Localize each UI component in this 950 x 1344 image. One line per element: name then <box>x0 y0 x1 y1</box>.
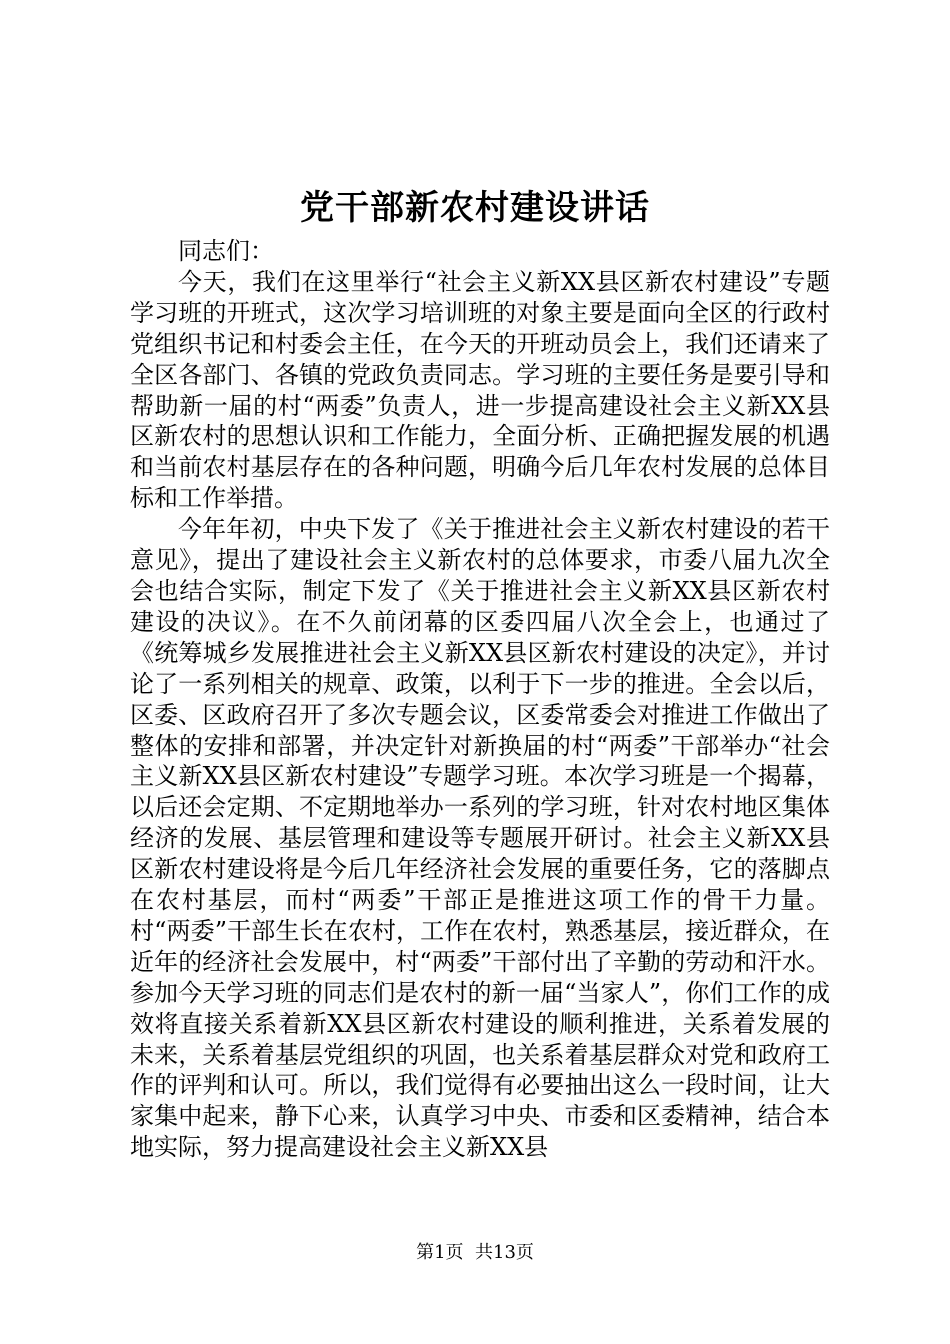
page-number: 第1页 共13页 <box>416 1242 534 1263</box>
paragraph-2: 今年年初，中央下发了《关于推进社会主义新农村建设的若干意见》，提出了建设社会主义新农村的总体要求，市委八届九次全会也结合实际，制定下发了《关于推进社会主义新XX县区新农村建设的决议》。在不久前闭幕的区委四届八次全会上，也通过了《统筹城乡发展推进社会主义新XX县区新农村建设的决定》，并讨论了一系列相关的规章、政策，以利于下一步的推进。全会以后，区委、区政府召开了多次专题会议，区委常委会对推进工作做出了整体的安排和部署，并决定针对新换届的村“两委”干部举办“社会主义新XX县区新农村建设”专题学习班。本次学习班是一个揭幕，以后还会定期、不定期地举办一系列的学习班，针对农村地区集体经济的发展、基层管理和建设等专题展开研讨。社会主义新XX县区新农村建设将是今后几年经济社会发展的重要任务，它的落脚点在农村基层，而村“两委”干部正是推进这项工作的骨干力量。村“两委”干部生长在农村，工作在农村，熟悉基层，接近群众，在近年的经济社会发展中，村“两委”干部付出了辛勤的劳动和汗水。参加今天学习班的同志们是农村的新一届“当家人”，你们工作的成效将直接关系着新XX县区新农村建设的顺利推进，关系着发展的未来，关系着基层党组织的巩固，也关系着基层群众对党和政府工作的评判和认可。所以，我们觉得有必要抽出这么一段时间，让大家集中起来，静下心来，认真学习中央、市委和区委精神，结合本地实际，努力提高建设社会主义新XX县 <box>130 515 830 1162</box>
paragraph-1: 今天，我们在这里举行“社会主义新XX县区新农村建设”专题学习班的开班式，这次学习培训班的对象主要是面向全区的行政村党组织书记和村委会主任，在今天的开班动员会上，我们还请来了全区各部门、各镇的党政负责同志。学习班的主要任务是要引导和帮助新一届的村“两委”负责人，进一步提高建设社会主义新XX县区新农村的思想认识和工作能力，全面分析、正确把握发展的机遇和当前农村基层存在的各种问题，明确今后几年农村发展的总体目标和工作举措。 <box>130 267 830 513</box>
salutation: 同志们： <box>178 237 274 265</box>
page-footer <box>0 1240 950 1266</box>
document-body <box>130 236 830 1163</box>
document-title: 党干部新农村建设讲话 <box>300 188 650 228</box>
